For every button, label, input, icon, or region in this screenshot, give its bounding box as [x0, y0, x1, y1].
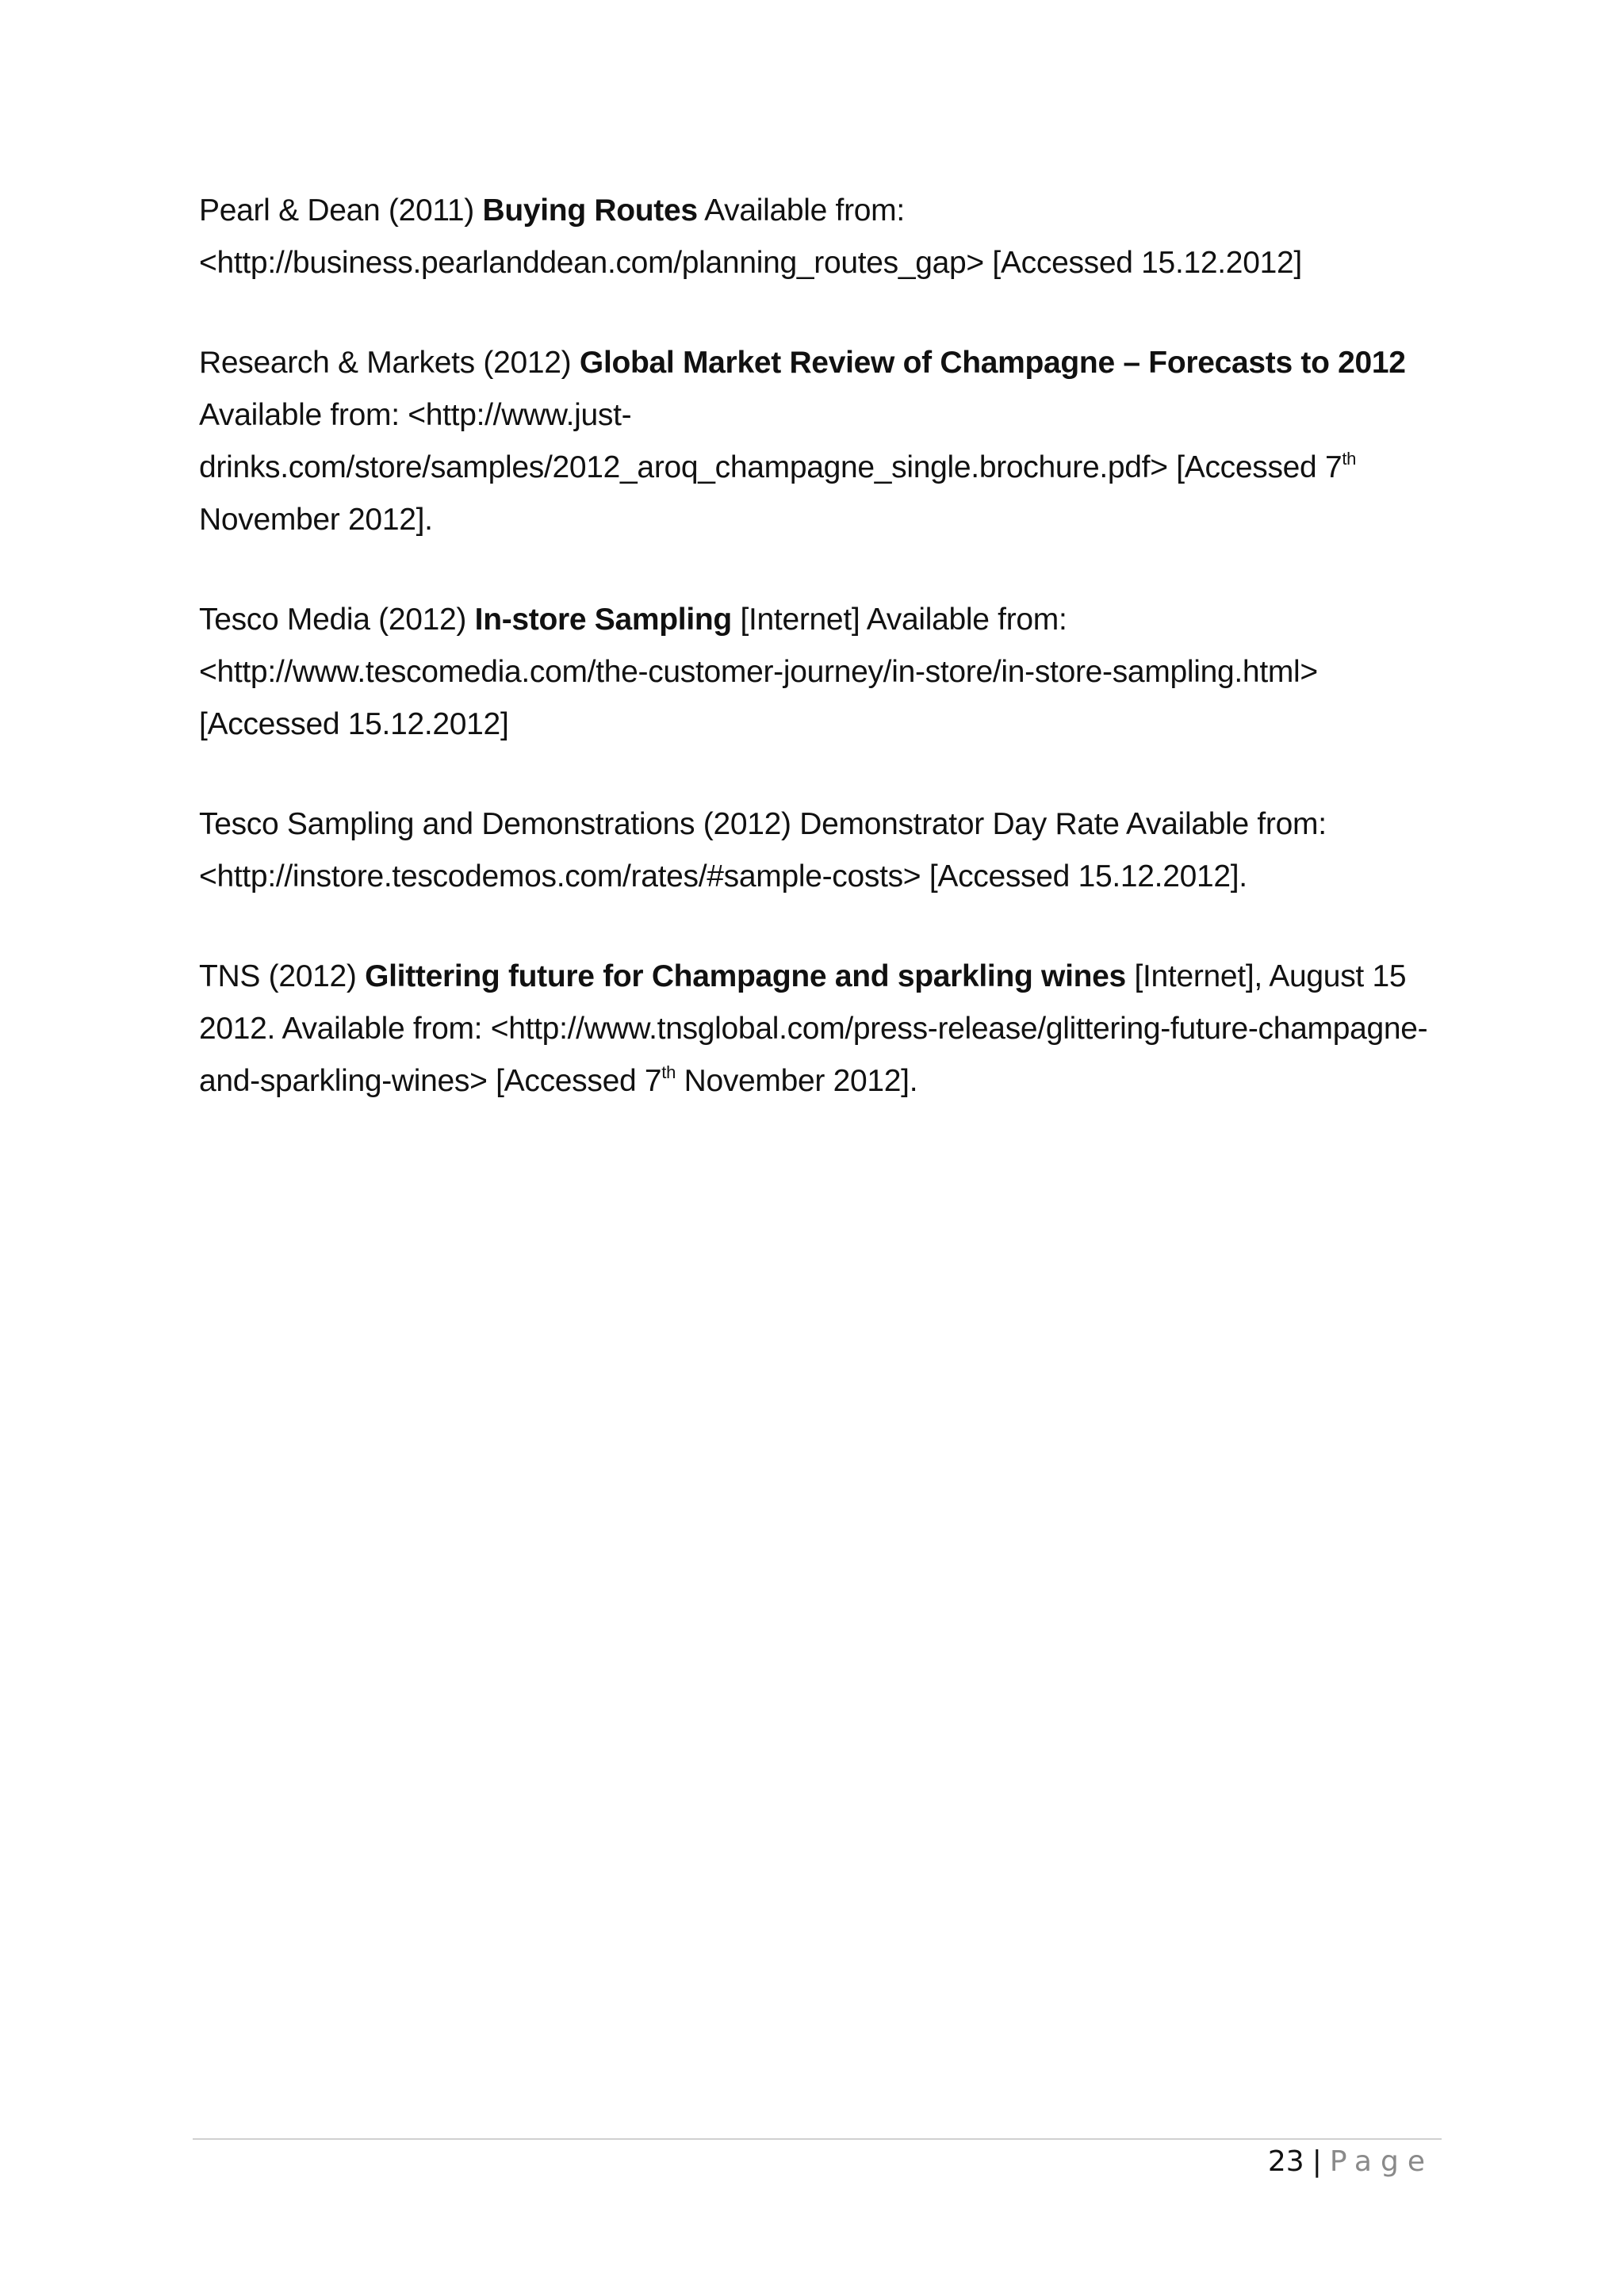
- reference-entry: [199, 594, 1436, 751]
- reference-line: [199, 442, 1436, 494]
- reference-text: drinks.com/store/samples/2012_aroq_champagne_single.brochure.pdf> [Accessed 7: [199, 450, 1342, 484]
- reference-author-year: Tesco Media (2012): [199, 603, 475, 637]
- reference-line: [Accessed 15.12.2012]: [199, 707, 509, 741]
- reference-title: In-store Sampling: [474, 603, 732, 637]
- reference-line: [199, 951, 1436, 1003]
- reference-line: [199, 1055, 1436, 1108]
- reference-entry: [199, 798, 1436, 903]
- reference-author-year: TNS (2012): [199, 959, 366, 993]
- ordinal-suffix: th: [1342, 449, 1357, 469]
- reference-author-year: Research & Markets (2012): [199, 346, 580, 380]
- page-number: 23: [1267, 2145, 1304, 2178]
- reference-text: and-sparkling-wines> [Accessed 7: [199, 1064, 662, 1098]
- reference-title: Glittering future for Champagne and sparkling wines: [365, 959, 1126, 993]
- reference-line: <http://instore.tescodemos.com/rates/#sample-costs> [Accessed 15.12.2012].: [199, 859, 1247, 894]
- reference-line: November 2012].: [199, 503, 433, 537]
- reference-line: [199, 185, 1436, 237]
- reference-entry: [199, 185, 1436, 289]
- ordinal-suffix: th: [661, 1062, 676, 1082]
- reference-text: [Internet], August 15: [1125, 959, 1407, 993]
- reference-author-year: Pearl & Dean (2011): [199, 193, 483, 228]
- reference-line: [199, 337, 1436, 389]
- reference-text: November 2012].: [676, 1064, 918, 1098]
- reference-line: [199, 594, 1436, 646]
- page-label: Page: [1329, 2145, 1434, 2178]
- reference-text: Available from:: [697, 193, 905, 228]
- footer-divider: [193, 2138, 1442, 2140]
- reference-line: 2012. Available from: <http://www.tnsglobal.com/press-release/glittering-future-champagne-: [199, 1012, 1428, 1046]
- reference-line: Available from: <http://www.just-: [199, 398, 632, 432]
- reference-line: Tesco Sampling and Demonstrations (2012) Demonstrator Day Rate Available from:: [199, 807, 1327, 841]
- reference-title: Buying Routes: [482, 193, 698, 228]
- reference-line: <http://business.pearlanddean.com/planning_routes_gap> [Accessed 15.12.2012]: [199, 246, 1302, 280]
- footer-separator: |: [1312, 2145, 1322, 2178]
- reference-line: <http://www.tescomedia.com/the-customer-journey/in-store/in-store-sampling.html>: [199, 655, 1318, 689]
- reference-entry: [199, 337, 1436, 546]
- page-footer: [1268, 2142, 1434, 2182]
- reference-title: Global Market Review of Champagne – Forecasts to 2012: [579, 346, 1406, 380]
- reference-entry: [199, 951, 1436, 1108]
- reference-text: [Internet] Available from:: [731, 603, 1067, 637]
- reference-list: [199, 185, 1436, 1155]
